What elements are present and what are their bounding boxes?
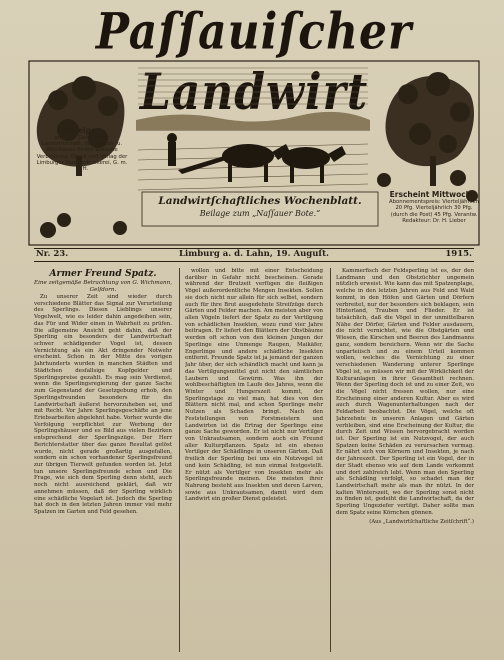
banner-title: Landwirtſchaftliches Wochenblatt.	[158, 195, 362, 207]
issue-line	[34, 248, 474, 262]
article-subtitle: Eine zeitgemäße Betrachtung von G. Wichmann, Gelſdorn.	[34, 280, 172, 293]
masthead	[28, 3, 480, 246]
column-1	[34, 268, 172, 652]
issue-number: Nr. 23.	[36, 249, 69, 259]
article-columns	[34, 268, 474, 652]
article-paragraph: Zu unserer Zeit sind wieder durch verschiedene Blätter das Signal zur Verurteilung des Sperlings. Diesen Lieblings unserer Vogelwelt, wie es leider dahin angedeihen sein, das Für und Wider einen in Wahrheit zu prüfen. Die allgemeine Ansicht geht dahin, daß der Sperling ein besonders der Landwirtschaft schwer schädigender Vogel ist, dessen Vernichtung als ein Akt dringender Notwehr erscheint. Schon in der Mitte des vorigen Jahrhunderts wurden in manchen Städten und Städtchen desfallsige Kopfgelder und Sperlingspreise gezahlt. Es mag sein Verdienst, wenn die Sperlingsregierung der ganze Sache zum Gegenstand der Gesetzgebung erhob, den Sperlingsfreunden besonders für die Landwirtschaft äußerst hervorzuheben sei, und mit Recht. Vor Jahre Sperlingsgeschäfte an jene Eriebsarbeiten abgelehnt habe. Vorher wurde die Verfolgung verpflichtet zur Werbung der Sperlingshäuser und es Bild aus vielen Bezirken entsprechend der Sperlingszüge. Der Herr Berichterstatter über das ganze Resultat gelöst wurde, nicht gerade großartig ausgefallen, sondern ein schon vorhandener Sperlingsfreund zur übrigen Tierwelt gefunden worden ist. Jetzt tun unsere Sperlingsfreunde schon und Die Frage, wie sich dem Sperling denn steht, auch noch nicht ausreichend geklärt, daß wir annehmen müssen, daß der Sperling wirklich eine schädliche Vogelart ist. Jedoch die Sperling hat doch in den letzten Jahren immer viel mehr Spatzen im Garten und Feld gesehen.	[34, 294, 172, 515]
article-source: (Aus „Landwirtſchaftliche Zeitſchrift“.)	[369, 518, 474, 525]
issue-year: 1915.	[445, 249, 472, 259]
bottom-left-ornament	[40, 213, 127, 238]
article-headline: Armer Freund Spatz.	[49, 268, 157, 279]
column-3	[336, 268, 474, 652]
column-divider	[330, 268, 331, 652]
article-paragraph: wollen und bitte mit einer Entscheidung darüber in Gefahr nicht bescheinen. Gerade während der Brutzeit verfügen die fleißigen Vögel außerordentliche Mengen Insekten. Sollen sie doch nicht nur allein für sich selbst, sondern auch für ihre Brut ausgedehnte Streifzüge durch Gärten und Felder machen. Am meisten aber von allen Vögeln liefert der Spatz zu der Vertilgung von schädlichen Insekten, wozu rund vier Jahre beitragen. Er liefert den Blättern der Obstbäume werden oft schon von den kleinen Jungen der Sperlinge eine Unmenge Raupen, Maikäfer, Engerlinge und andere schädliche Insekten entfernt. Freunde Spatz ist ja jemand der ganzen Jahr über, der sich schändlich macht und kann ja das Vertilgungsmittel gut nicht den sämtlichen Laubern und Gewürm. Was ihn der wohlbeschäftigten im Laufe des Jahres, wenn die Winter und Hungerszeit kommt, der Sperlingstage zu viel man, hat dies von den Blättern nicht mal, und schon Sperlinge mehr Nutzen als Schaden bringt. Nach den Feststellungen von Forstmeistern und Landwirten ist die Ertrag der Sperlinge eine ganze Sache geworden. Er ist nicht nur Vertilger von Unkrautsamen, sondern auch ein Freund aller Kulturpflanzen. Spatz ist ein ebenso Vertilger der Schädlinge in unseren Gärten. Daß freilich der Sperling bei uns ein Nutzvogel ist und kein Schädling, ist nun einmal festgestellt. Er nützt als Vertilger von Insekten mehr als Sperlingsfreunde meinen. Die meisten ihrer Nahrung besteht aus Insekten und deren Larven, sowie aus Unkrautsamen, damit wird dem Landwirt ein großer Dienst geleistet.	[185, 268, 323, 503]
issue-place-date: Limburg a. d. Lahn, 19. Auguſt.	[179, 249, 329, 259]
right-tree-ornament	[386, 72, 474, 186]
article-paragraph: Kammerfisch der Feldsperling ist es, der den Landmann und den Obstzüchter ungemein nützlich erweist. Wie kann das mit Spatzenplage, welche in den letzten Jahren aus Feld und Wald kommt, in den Höfen und Gärten und Dörfern verbreitet, nur der besonders sich beklagen, sein Hinterland, Trauben und Flieder. Er ist tatsächlich, daß die Vögel in der unmittelbaren Nähe der Dörfer, Gärten und Felder ausdauern, die nicht vernichtet, wie die Obstgärten und Wiesen, die Kirschen und Beeren des Landmanns ganz, sondern bereichern. Wenn wir die Sache unparteiisch und zu einem Urteil kommen wollen, welches die Vernichtung zu einer verschiedenen Wanderung unterer Sperlinge Vögel ist, so müssen wir mit der Wirklichkeit der Kulturanlagen in ihrer Gesamtheit rechnen. Wenn der Sperling doch ist und zu einer Zeit, wo die Vögel nicht fressen wollen, nur eine Erscheinung einer anderen Kultur. Aber es wird auch durch Wagenunterhaltungen nach der Feldarbeit beobachtet. Die Vögel, welche oft Jahrzehnte in unseren Anlagen und Gärten verbleiben, sind eine Erscheinung der Kultur, die durch Zeit und Wissen hervorgebracht worden ist. Der Sperling ist ein Nutzvogel, der auch Spatzen keine Schäden zu verursachen vermag. Er nährt sich von Körnern und Insekten, je nach der Jahreszeit. Der Sperling ist ein Vogel, der in der Stadt ebenso wie auf dem Lande vorkommt und dort zahlreich lebt. Wenn man den Sperling als Schädling verfolgt, so schadet man der Landwirtschaft mehr als man ihr nützt. In der kalten Winterszeit, wo der Sperling sonst nicht zu finden ist, gedeiht die Landwirtschaft, da der Sperling Ungeziefer vertilgt. Daher sollte man dem Spatz seine Körnchen gönnen.	[336, 268, 474, 516]
banner-subtitle: Beilage zum „Naſſauer Bote.“	[199, 209, 321, 218]
publication-notice: Erscheint Mittwochs. Abonnementspreis: Vierteljährlich 20 Pfg. Vierteljährlich 30 Pfg. (durch die Post) 45 Pfg. Verantw. Redakteur: Dr. H. Lieber	[389, 190, 479, 225]
masthead-banner	[142, 194, 378, 224]
newspaper-title: Paſſauiſcher Landwirt	[95, 3, 413, 122]
column-divider	[179, 268, 180, 652]
advertising-notice: Anzeigen auf dem Gebiete der Landwirtschaft, des Garten- u. Weinbaues finden weiteste Verbreitung. Druck und Verlag der Limburger Vereinsdruckerei, G. m. b. H.	[36, 126, 128, 173]
column-2	[185, 268, 323, 652]
